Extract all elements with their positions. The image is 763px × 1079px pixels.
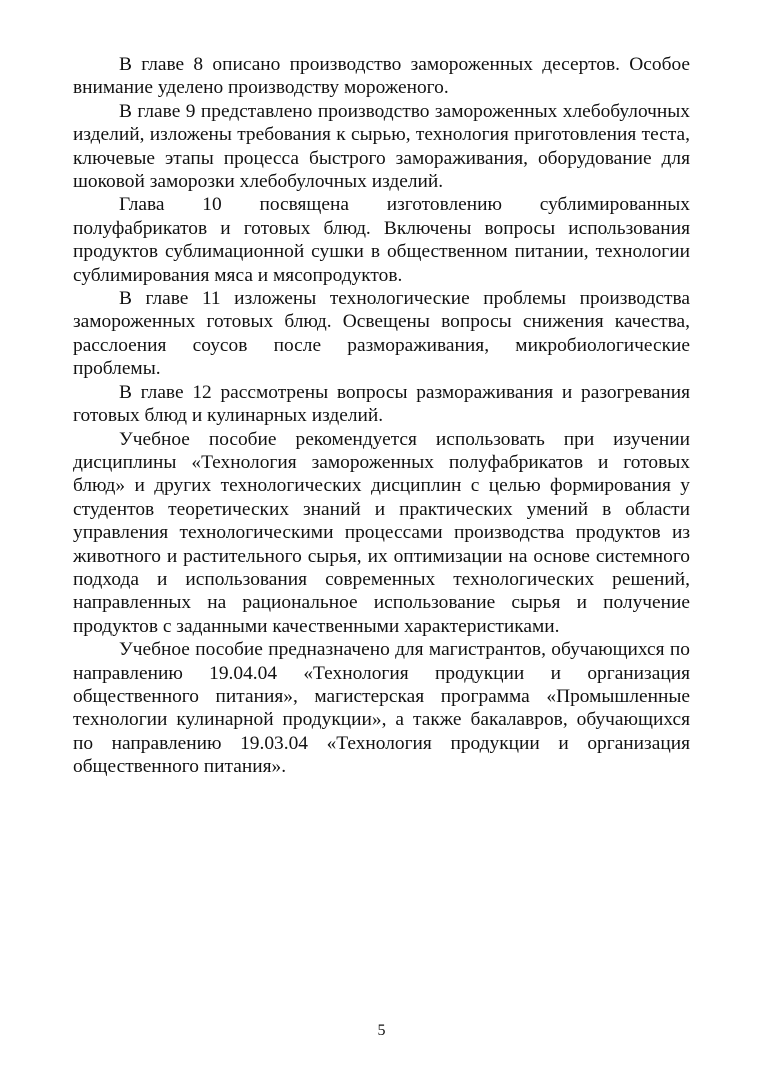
paragraph-chapter-12: В главе 12 рассмотрены вопросы размораживания и разогревания готовых блюд и кулинарных изделий. — [73, 381, 690, 427]
page-number: 5 — [377, 1022, 386, 1039]
paragraph-chapter-10: Глава 10 посвящена изготовлению сублимированных полуфабрикатов и готовых блюд. Включены вопросы использования продуктов сублимационной сушки в общественном питании, технологии сублимирования мяса и мясопродуктов. — [73, 194, 690, 286]
paragraph-usage-recommendation: Учебное пособие рекомендуется использовать при изучении дисциплины «Технология замороженных полуфабрикатов и готовых блюд» и других технологических дисциплин с целью формирования у студентов теоретических знаний и практических умений в области управления технологическими процессами производства продуктов из животного и растительного сырья, их оптимизации на основе системного подхода и использования современных технологических решений, направленных на рациональное использование сырья и получение продуктов с заданными качественными характеристиками. — [73, 428, 690, 637]
paragraph-chapter-9: В главе 9 представлено производство замороженных хлебобулочных изделий, изложены требования к сырью, технология приготовления теста, ключевые этапы процесса быстрого замораживания, оборудование для шоковой заморозки хлебобулочных изделий. — [73, 100, 690, 193]
paragraph-chapter-11: В главе 11 изложены технологические проблемы производства замороженных готовых блюд. Освещены вопросы снижения качества, расслоения соусов после размораживания, микробиологические проблемы. — [73, 288, 690, 380]
page-body — [73, 53, 690, 779]
paragraph-target-audience: Учебное пособие предназначено для магистрантов, обучающихся по направлению 19.04.04 «Технология продукции и организация общественного питания», магистерская программа «Промышленные технологии кулинарной продукции», а также бакалавров, обучающихся по направлению 19.03.04 «Технология продукции и организация общественного питания». — [73, 639, 690, 778]
paragraph-chapter-8: В главе 8 описано производство замороженных десертов. Особое внимание уделено производству мороженого. — [73, 54, 690, 99]
